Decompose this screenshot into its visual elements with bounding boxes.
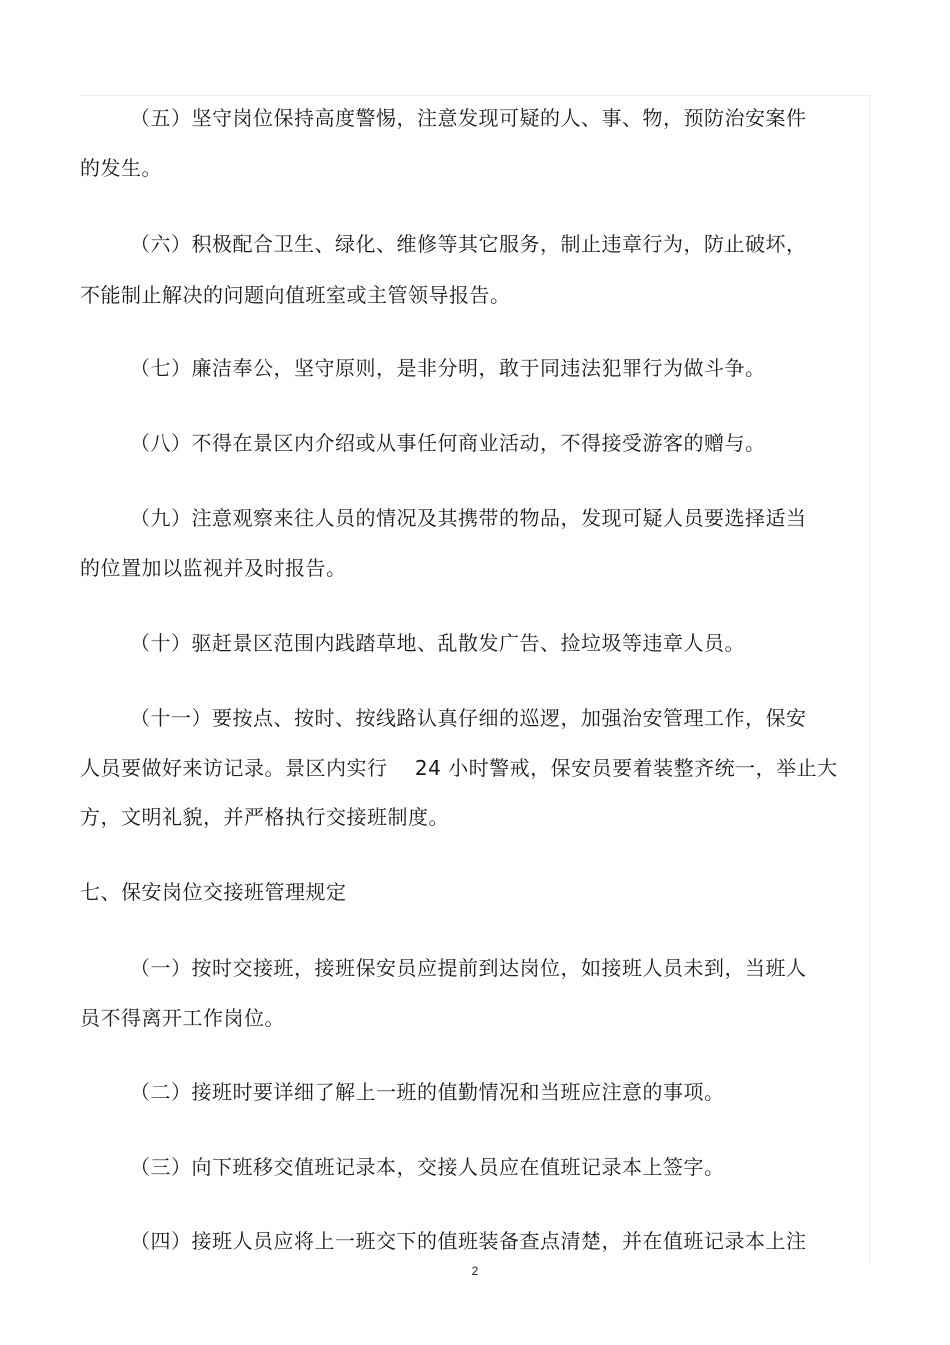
rule-2: （二）接班时要详细了解上一班的值勤情况和当班应注意的事项。 — [130, 1080, 725, 1104]
paragraph-5-line-1: （五）坚守岗位保持高度警惕，注意发现可疑的人、事、物，预防治安案件 — [130, 106, 807, 130]
paragraph-5-line-2: 的发生。 — [80, 156, 162, 180]
section-heading: 七、保安岗位交接班管理规定 — [80, 880, 347, 904]
paragraph-9-line-1: （九）注意观察来往人员的情况及其携带的物品，发现可疑人员要选择适当 — [130, 506, 807, 530]
paragraph-9-line-2: 的位置加以监视并及时报告。 — [80, 556, 347, 580]
paragraph-11-line-1: （十一）要按点、按时、按线路认真仔细的巡逻，加强治安管理工作，保安 — [130, 706, 807, 730]
page-border-top — [80, 95, 870, 96]
paragraph-11-line-2: 人员要做好来访记录。景区内实行 24 小时警戒，保安员要着装整齐统一，举止大 — [80, 756, 838, 780]
rule-4-line-1: （四）接班人员应将上一班交下的值班装备查点清楚，并在值班记录本上注 — [130, 1229, 807, 1253]
paragraph-6-line-2: 不能制止解决的问题向值班室或主管领导报告。 — [80, 283, 511, 307]
paragraph-6-line-1: （六）积极配合卫生、绿化、维修等其它服务，制止违章行为，防止破坏， — [130, 232, 807, 256]
rule-3: （三）向下班移交值班记录本，交接人员应在值班记录本上签字。 — [130, 1155, 725, 1179]
page-number: 2 — [471, 1264, 479, 1278]
rule-1-line-1: （一）按时交接班，接班保安员应提前到达岗位，如接班人员未到，当班人 — [130, 956, 807, 980]
page-border-right — [869, 95, 870, 1265]
paragraph-10: （十）驱赶景区范围内践踏草地、乱散发广告、捡垃圾等违章人员。 — [130, 631, 745, 655]
paragraph-11-line-3: 方，文明礼貌，并严格执行交接班制度。 — [80, 805, 449, 829]
rule-1-line-2: 员不得离开工作岗位。 — [80, 1006, 285, 1030]
paragraph-8: （八）不得在景区内介绍或从事任何商业活动，不得接受游客的赠与。 — [130, 431, 766, 455]
paragraph-7: （七）廉洁奉公，坚守原则，是非分明，敢于同违法犯罪行为做斗争。 — [130, 356, 766, 380]
